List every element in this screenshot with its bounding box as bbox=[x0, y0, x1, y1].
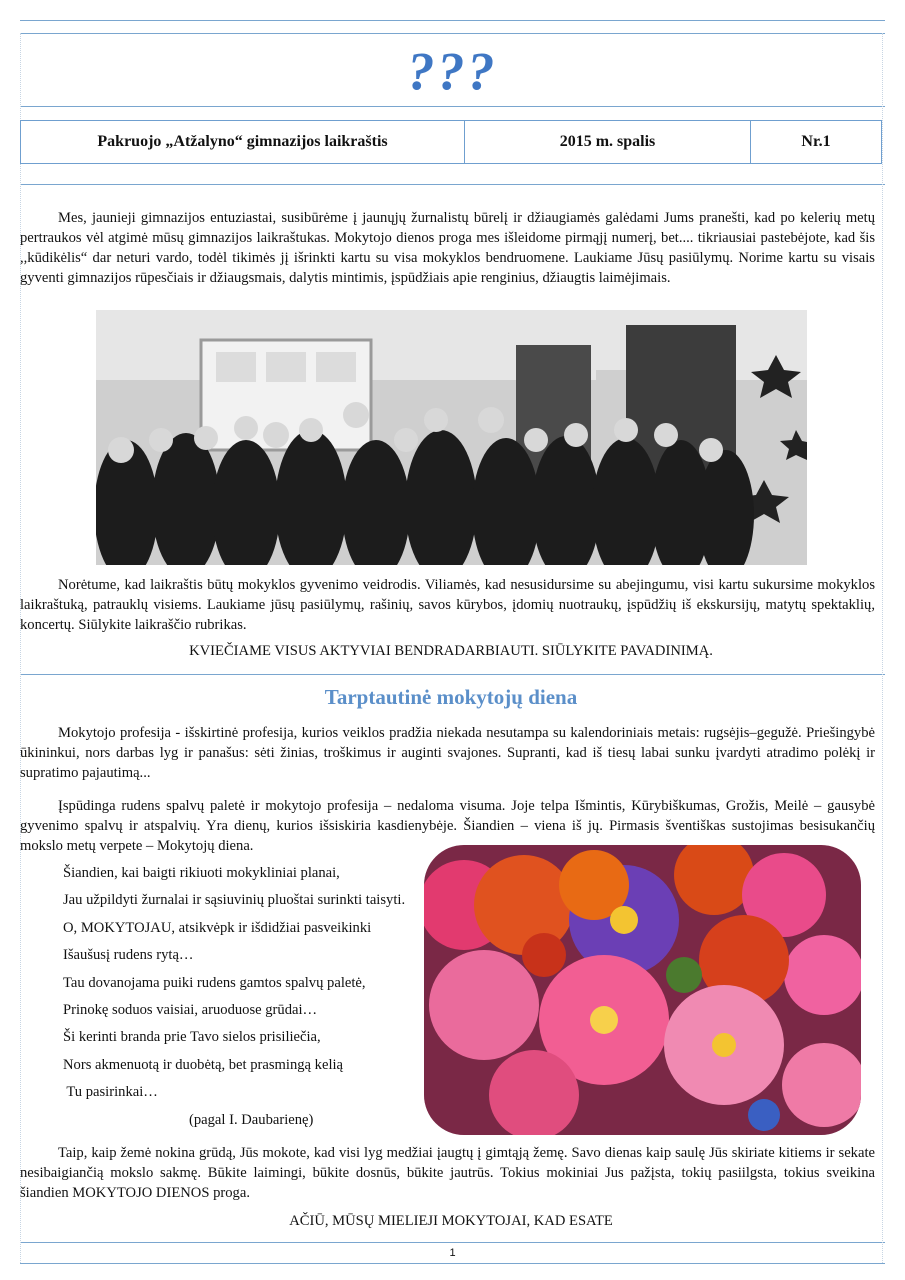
closing-line: AČIŪ, MŪSŲ MIELIEJI MOKYTOJAI, KAD ESATE bbox=[289, 1213, 613, 1229]
poem-line: Tu pasirinkai… bbox=[63, 1084, 158, 1101]
intro-rule bbox=[20, 184, 885, 185]
intro-paragraph: Mes, jaunieji gimnazijos entuziastai, susibūrėme į jaunųjų žurnalistų būrelį ir džiaugiamės galėdami Jums pranešti, kad po kelerių metų pertraukos vėl atgimė mūsų gimnazijos laikraštukas. Mokytojo dienos proga mes išleidome pirmąjį numerį, bet.... tikriausiai pastebėjote, kad šis ,,kūdikėlis“ dar neturi vardo, todėl tikimės jį išrinkti kartu su visa mokyklos bendruomene. Laukiame Jūsų pasiūlymų. Norime kartu su visais gyventi gimnazijos rūpesčiais ir džiaugsmais, dalytis mintimis, įspūdžiais apie renginius, džiaugtis laimėjimais. bbox=[20, 210, 875, 286]
newspaper-name: Pakruojo „Atžalyno“ gimnazijos laikraštis bbox=[21, 121, 465, 163]
right-border bbox=[882, 33, 883, 1263]
issue-number: Nr.1 bbox=[801, 133, 831, 150]
header-rule bbox=[20, 33, 885, 34]
call-to-action: KVIEČIAME VISUS AKTYVIAI BENDRADARBIAUTI. SIŪLYKITE PAVADINIMĄ. bbox=[189, 643, 713, 659]
article-title: Tarptautinė mokytojų diena bbox=[324, 685, 578, 709]
students-group-photo bbox=[96, 310, 807, 565]
page-number: 1 bbox=[449, 1247, 456, 1259]
article-paragraph-2: Įspūdinga rudens spalvų paletė ir mokytojo profesija – nedaloma visuma. Joje telpa Išmintis, Kūrybiškumas, Grožis, Meilė – gausybė gyvenimo spalvų ir atspalvių. Yra dienų, kurios išsiskiria kasdienybėje. Šiandien – viena iš jų. Pirmasis šventiškas sustojimas besisukančių mokslo metų verpete – Mokytojų diena. bbox=[20, 798, 875, 854]
poem-line: O, MOKYTOJAU, atsikvėpk ir išdidžiai pasveikinki bbox=[63, 919, 372, 936]
after-photo-paragraph: Norėtume, kad laikraštis būtų mokyklos gyvenimo veidrodis. Viliamės, kad nesusidursime su abejingumu, visi kartu sukursime mokyklos laikraštuką, patrauklų visiems. Laukiame jūsų pasiūlymų, rašinių, savos kūrybos, įdomių nuotraukų, įspūdžių iš ekskursijų, matytų spektaklių, koncertų. Siūlykite laikraščio rubrikas. bbox=[20, 577, 875, 633]
poem-line: Jau užpildyti žurnalai ir sąsiuvinių pluoštai surinkti taisyti. bbox=[63, 892, 406, 909]
poem-line: Nors akmenuotą ir duobėtą, bet prasmingą kelią bbox=[63, 1056, 344, 1073]
students-photo-illustration bbox=[96, 310, 807, 565]
poem-line: Ši kerinti branda prie Tavo sielos prisiliečia, bbox=[63, 1029, 321, 1046]
poem-line: Tau dovanojama puiki rudens gamtos spalvų paletė, bbox=[63, 974, 366, 991]
footer-rule bbox=[20, 1242, 885, 1243]
poem-line: Išaušusį rudens rytą… bbox=[63, 947, 194, 964]
poem-attribution: (pagal I. Daubarienę) bbox=[189, 1111, 314, 1128]
poem bbox=[63, 860, 423, 1134]
masthead bbox=[20, 120, 882, 164]
flowers-photo bbox=[424, 845, 861, 1135]
article-paragraph-1: Mokytojo profesija - išskirtinė profesija, kurios veiklos pradžia niekada nesutampa su kalendoriniais metais: rugsėjis–gegužė. Priešingybė ūkininkui, nors darbas lyg ir panašus: sėti žinias, troškimus ir auginti svajones. Supranti, kad iš tiesų labai sunku įvardyti atradimo polėkį ir supratimo pajautimą... bbox=[20, 725, 875, 781]
flowers-illustration bbox=[424, 845, 861, 1135]
section-rule bbox=[20, 674, 885, 675]
top-rule bbox=[20, 20, 885, 21]
article-paragraph-3: Taip, kaip žemė nokina grūdą, Jūs mokote, kad visi lyg medžiai įaugtų į gimtąją žemę. Savo dienas kaip saulę Jūs skiriate kitiems ir sekate nesibaigiančią mokslo sakmę. Būkite laimingi, būkite dosnūs, būkite jautrūs. Tokius mokiniai Jus pažįsta, tokių pasiilgsta, tokius sveikina šiandien MOKYTOJO DIENOS proga. bbox=[20, 1145, 875, 1201]
poem-line: Prinokę soduos vaisiai, aruoduose grūdai… bbox=[63, 1002, 318, 1019]
newspaper-title: ??? bbox=[407, 41, 498, 101]
poem-line: Šiandien, kai baigti rikiuoti mokykliniai planai, bbox=[63, 865, 340, 881]
title-rule bbox=[20, 106, 885, 107]
issue-date: 2015 m. spalis bbox=[465, 121, 751, 163]
bottom-rule bbox=[20, 1263, 885, 1264]
